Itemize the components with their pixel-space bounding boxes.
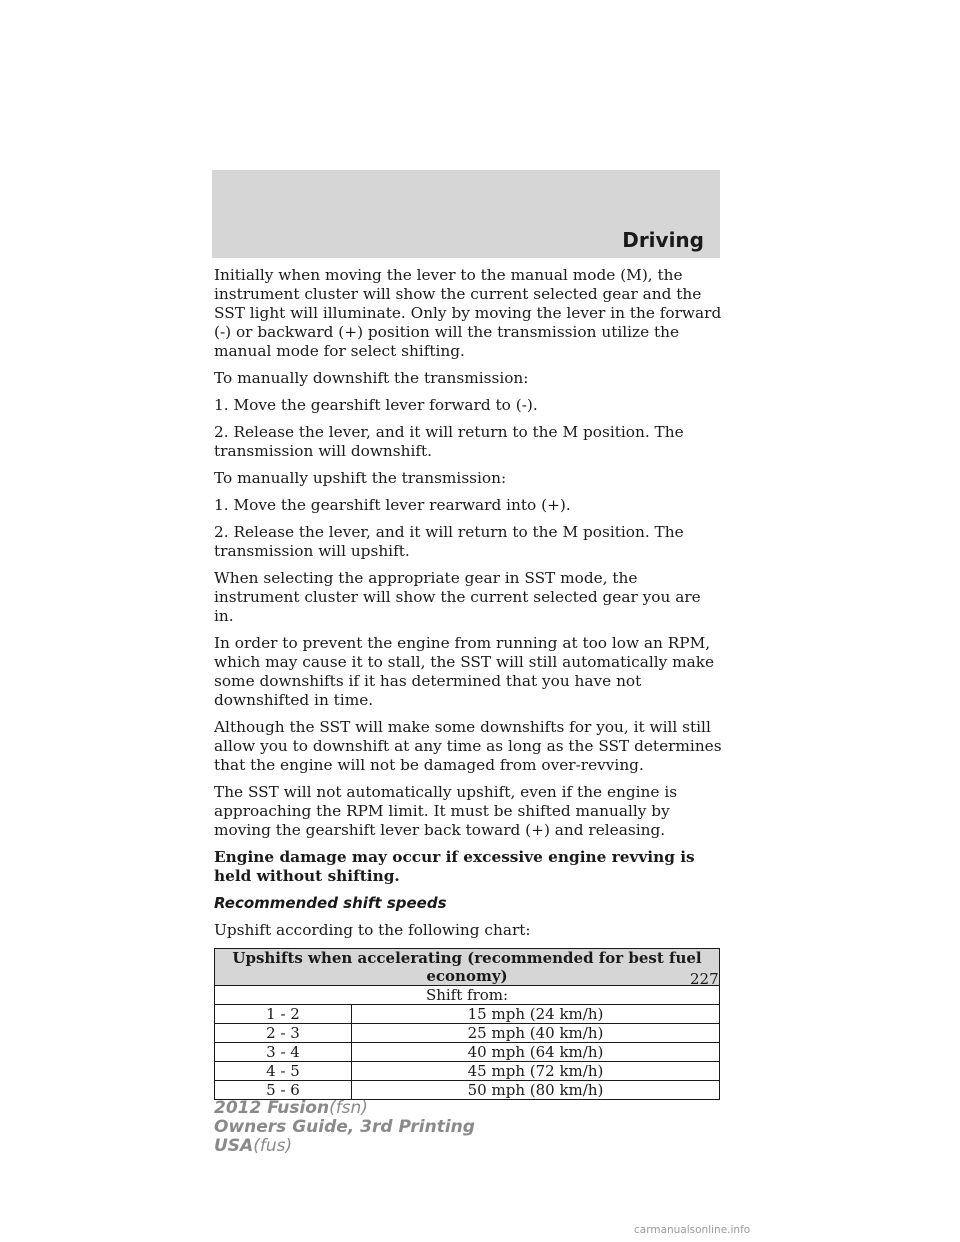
footer-model: 2012 Fusion — [214, 1098, 330, 1118]
paragraph-upshift-intro: To manually upshift the transmission: — [214, 469, 507, 487]
downshift-step-2: 2. Release the lever, and it will return to the M position. The transmission will downshift. — [214, 423, 684, 460]
paragraph-sst-gear-display: When selecting the appropriate gear in SST mode, the instrument cluster will show the current selected gear you are in. — [214, 569, 701, 625]
section-header-band — [212, 170, 720, 258]
table-title: Upshifts when accelerating (recommended for best fuel economy) — [215, 949, 720, 986]
paragraph-no-auto-upshift: The SST will not automatically upshift, even if the engine is approaching the RPM limit. It must be shifted manually by moving the gearshift lever back toward (+) and releasing. — [214, 783, 678, 839]
table-subheader-row — [215, 986, 720, 1005]
gear-cell: 1 - 2 — [215, 1005, 352, 1024]
footer-printing: Owners Guide, 3rd Printing — [214, 1117, 475, 1137]
gear-cell: 3 - 4 — [215, 1043, 352, 1062]
footer-model-code: (fsn) — [329, 1098, 368, 1118]
paragraph-manual-mode: Initially when moving the lever to the manual mode (M), the instrument cluster will show the current selected gear and the SST light will illuminate. Only by moving the lever in the forward (-) or backward (+) position will the transmission utilize the manual mode for select shifting. — [214, 266, 722, 360]
footer-market-code: (fus) — [253, 1136, 293, 1156]
watermark-link[interactable]: carmanualsonline.info — [634, 1224, 751, 1236]
table-row — [215, 1024, 720, 1043]
chart-intro: Upshift according to the following chart: — [214, 921, 531, 939]
upshift-step-2: 2. Release the lever, and it will return to the M position. The transmission will upshift. — [214, 523, 684, 560]
table-row — [215, 1005, 720, 1024]
table-title-row — [215, 949, 720, 986]
speed-cell: 45 mph (72 km/h) — [352, 1062, 720, 1081]
section-title: Driving — [622, 228, 704, 252]
speed-cell: 25 mph (40 km/h) — [352, 1024, 720, 1043]
page-number: 227 — [690, 970, 719, 988]
footer-line-model — [214, 1099, 475, 1118]
paragraph-downshift-allowed: Although the SST will make some downshifts for you, it will still allow you to downshift at any time as long as the SST determines that the engine will not be damaged from over-revving. — [214, 718, 722, 774]
recommended-shift-speeds-heading: Recommended shift speeds — [214, 894, 447, 912]
footer-line-market — [214, 1137, 475, 1156]
footer-market: USA — [214, 1136, 254, 1156]
upshift-speed-table — [214, 948, 720, 1100]
table-row — [215, 1081, 720, 1100]
speed-cell: 15 mph (24 km/h) — [352, 1005, 720, 1024]
gear-cell: 4 - 5 — [215, 1062, 352, 1081]
table-row — [215, 1043, 720, 1062]
gear-cell: 5 - 6 — [215, 1081, 352, 1100]
page-content — [214, 266, 722, 1100]
paragraph-downshift-intro: To manually downshift the transmission: — [214, 369, 529, 387]
gear-cell: 2 - 3 — [215, 1024, 352, 1043]
table-row — [215, 1062, 720, 1081]
speed-cell: 40 mph (64 km/h) — [352, 1043, 720, 1062]
speed-cell: 50 mph (80 km/h) — [352, 1081, 720, 1100]
paragraph-stall-prevention: In order to prevent the engine from running at too low an RPM, which may cause it to stall, the SST will still automatically make some downshifts if it has determined that you have not downshifted in time. — [214, 634, 715, 709]
document-footer — [214, 1099, 475, 1156]
table-subheader: Shift from: — [215, 986, 720, 1005]
engine-damage-warning: Engine damage may occur if excessive engine revving is held without shifting. — [214, 848, 695, 885]
upshift-step-1: 1. Move the gearshift lever rearward into (+). — [214, 496, 571, 514]
downshift-step-1: 1. Move the gearshift lever forward to (-). — [214, 396, 538, 414]
